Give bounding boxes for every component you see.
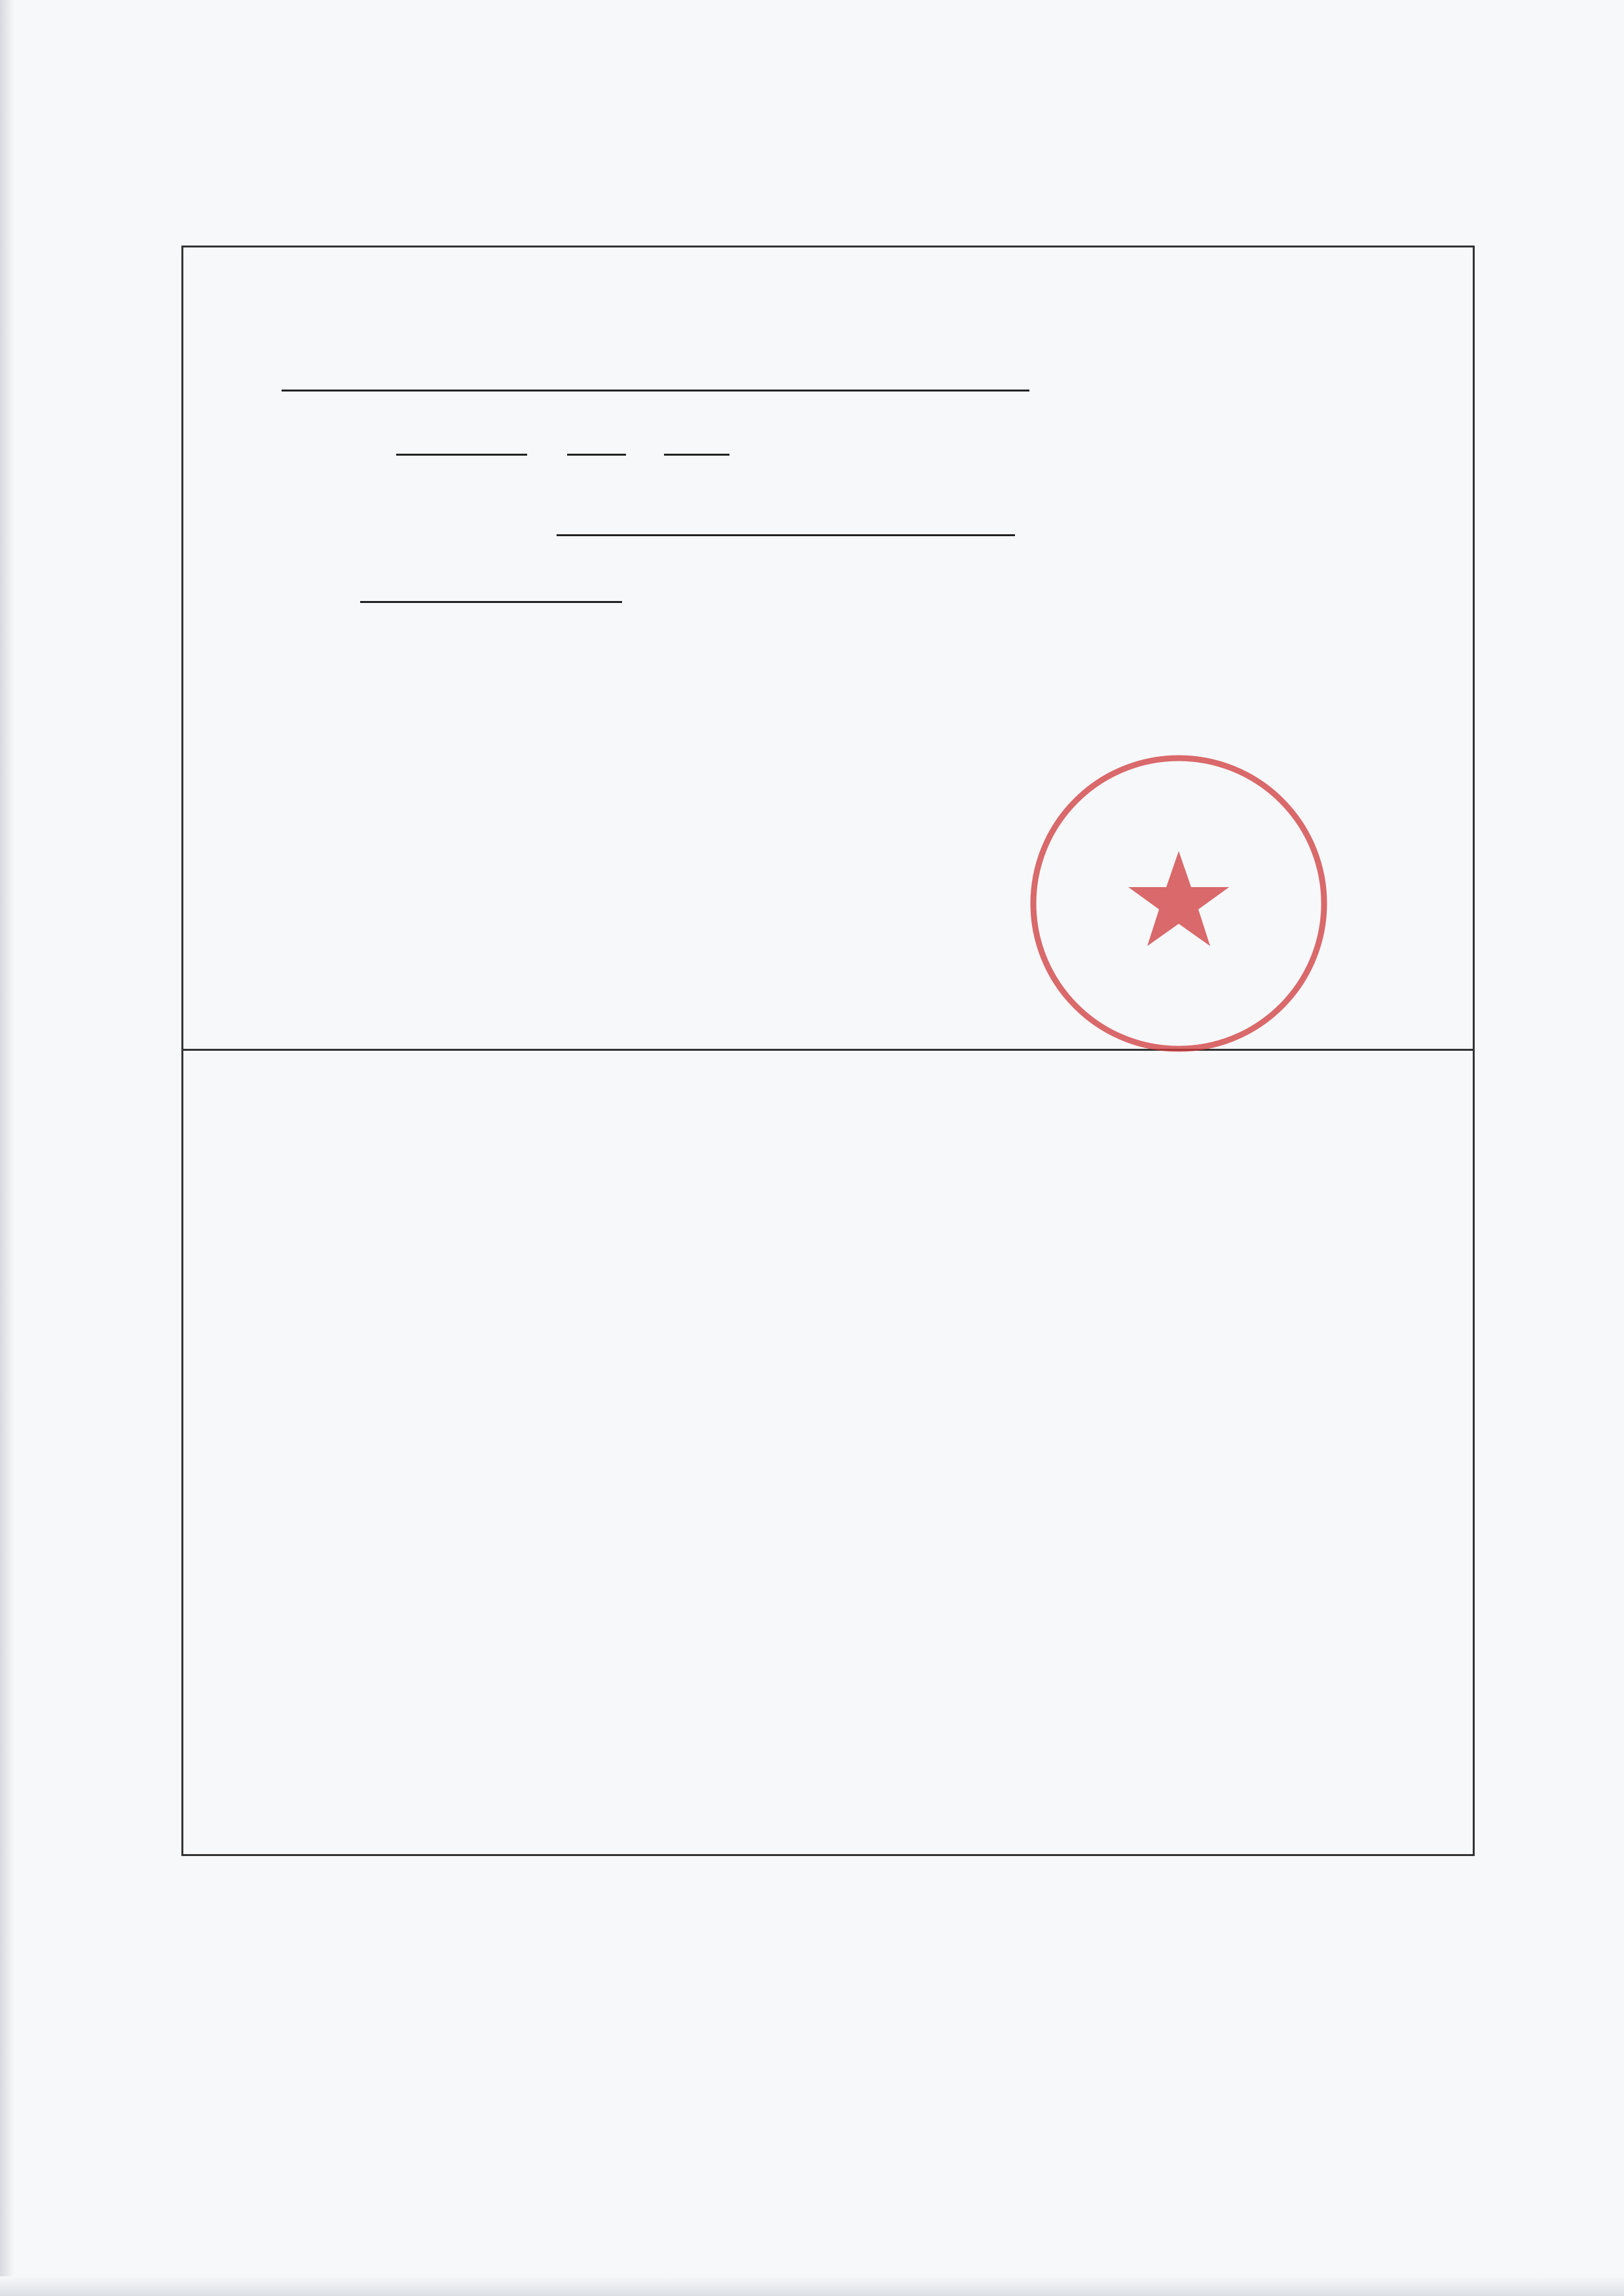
year-underline [396,454,527,456]
project-name-underline [282,390,1029,392]
check-underline [557,534,1015,536]
stamp-star-icon [1128,851,1229,946]
conclusion-underline [360,601,622,603]
page-shadow [0,0,14,2296]
month-underline [567,454,626,456]
official-stamp [1028,753,1329,1054]
day-underline [664,454,729,456]
page-shadow [0,2276,1624,2296]
